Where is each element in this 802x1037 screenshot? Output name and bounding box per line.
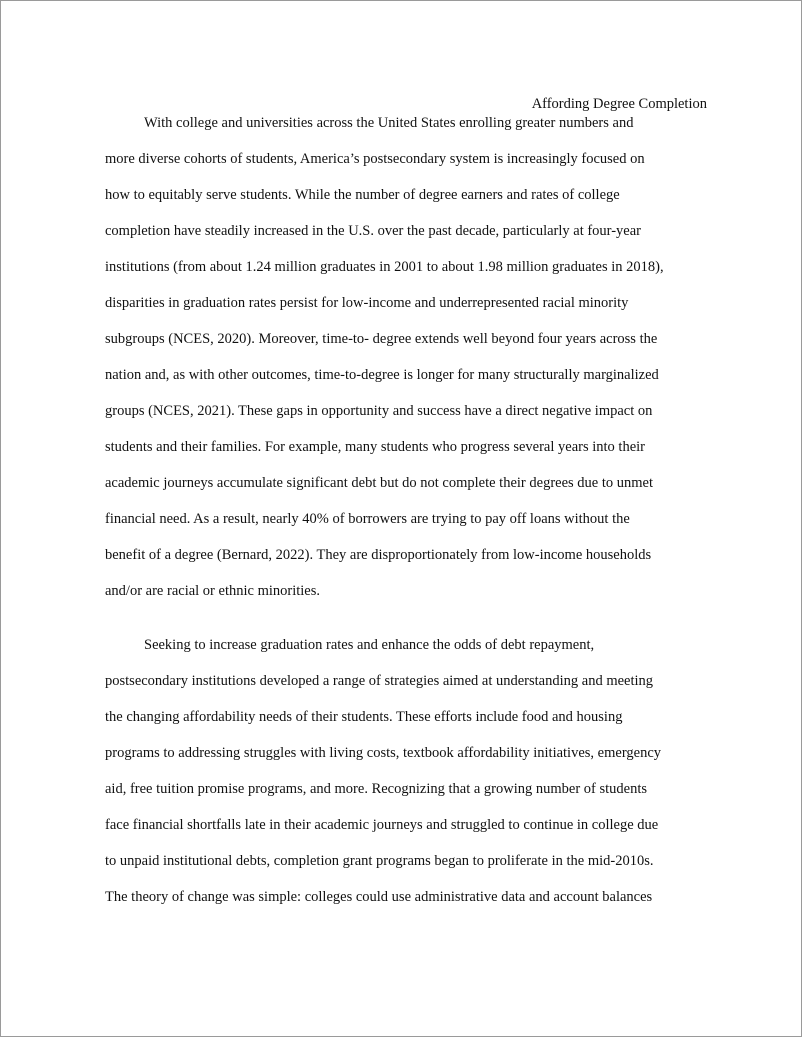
paragraph-1-line-9: groups (NCES, 2021). These gaps in opportunity and success have a direct negative impact on <box>105 403 653 419</box>
paragraph-2-line-7: to unpaid institutional debts, completion grant programs began to proliferate in the mid-2010s. <box>105 853 654 869</box>
paragraph-1-line-11: academic journeys accumulate significant debt but do not complete their degrees due to unmet <box>105 475 653 491</box>
paragraph-2-line-3: the changing affordability needs of their students. These efforts include food and housing <box>105 709 623 725</box>
paragraph-1-line-14: and/or are racial or ethnic minorities. <box>105 583 320 599</box>
running-head: Affording Degree Completion <box>531 96 707 112</box>
paragraph-2-line-6: face financial shortfalls late in their academic journeys and struggled to continue in college due <box>105 817 659 833</box>
paragraph-2-line-2: postsecondary institutions developed a range of strategies aimed at understanding and meeting <box>105 673 654 689</box>
paragraph-1-line-12: financial need. As a result, nearly 40% of borrowers are trying to pay off loans without the <box>105 511 630 527</box>
paragraph-2-line-5: aid, free tuition promise programs, and more. Recognizing that a growing number of students <box>105 781 648 797</box>
paragraph-2-line-1: Seeking to increase graduation rates and enhance the odds of debt repayment, <box>144 637 595 653</box>
paragraph-1-line-1: With college and universities across the United States enrolling greater numbers and <box>144 115 634 131</box>
paragraph-1-line-6: disparities in graduation rates persist for low-income and underrepresented racial minority <box>105 295 629 311</box>
paragraph-1-line-2: more diverse cohorts of students, America’s postsecondary system is increasingly focused on <box>105 151 645 167</box>
paragraph-1-line-10: students and their families. For example, many students who progress several years into their <box>105 439 645 455</box>
paragraph-1-line-13: benefit of a degree (Bernard, 2022). They are disproportionately from low-income households <box>105 547 652 563</box>
paragraph-1-line-7: subgroups (NCES, 2020). Moreover, time-to- degree extends well beyond four years across the <box>105 331 658 347</box>
paragraph-1-line-8: nation and, as with other outcomes, time-to-degree is longer for many structurally marginalized <box>105 367 659 383</box>
paragraph-1-line-4: completion have steadily increased in the U.S. over the past decade, particularly at four-year <box>105 223 641 239</box>
paragraph-2-line-8: The theory of change was simple: colleges could use administrative data and account balances <box>105 889 653 905</box>
paragraph-2-line-4: programs to addressing struggles with living costs, textbook affordability initiatives, emergency <box>105 745 662 761</box>
paragraph-1-line-3: how to equitably serve students. While the number of degree earners and rates of college <box>105 187 620 203</box>
paragraph-1-line-5: institutions (from about 1.24 million graduates in 2001 to about 1.98 million graduates in 2018), <box>105 259 664 275</box>
